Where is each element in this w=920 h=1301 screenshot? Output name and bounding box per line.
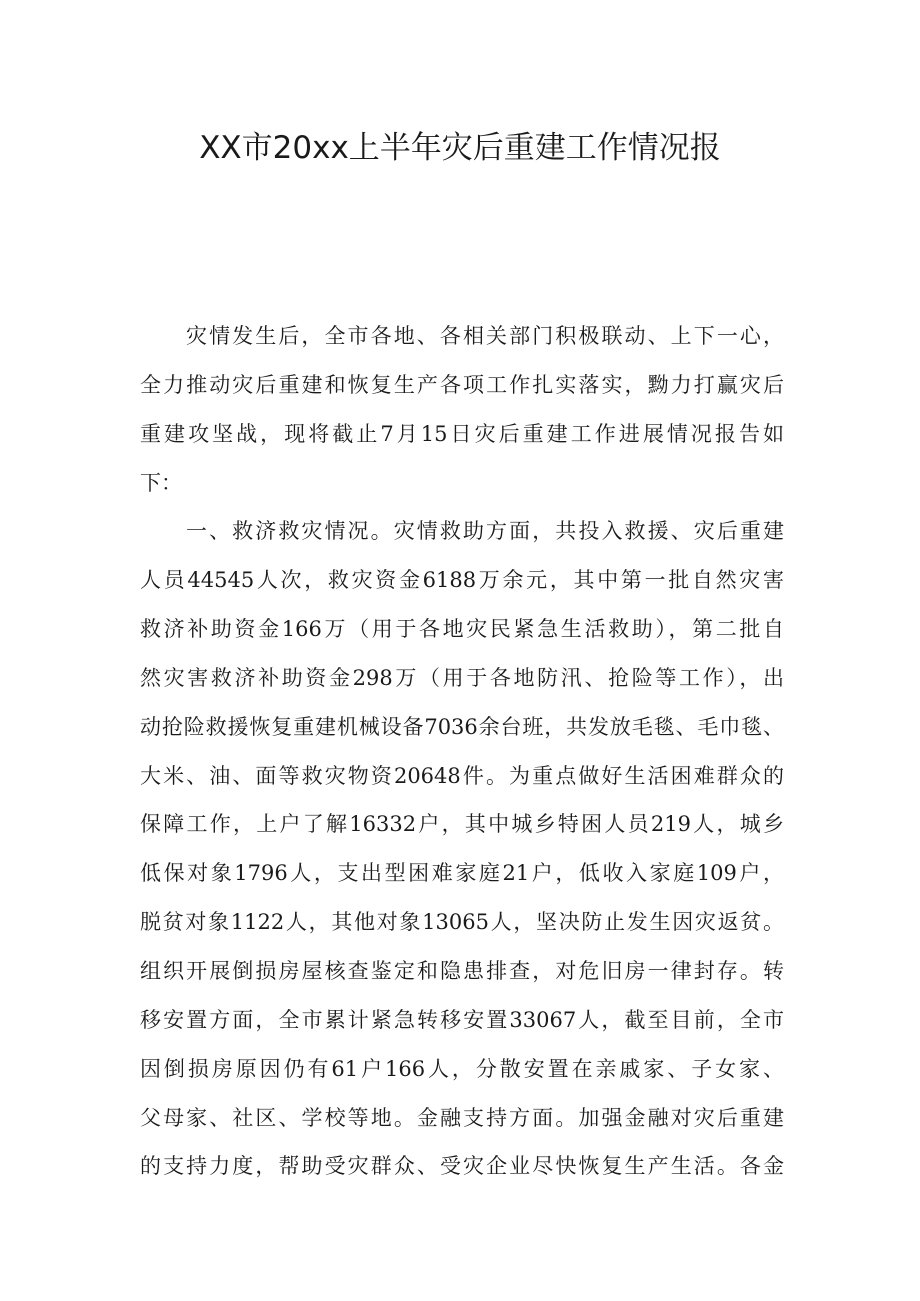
text-line: 父母家、社区、学校等地。金融支持方面。加强金融对灾后重建 — [140, 1105, 784, 1130]
text-line: 脱贫对象1122人，其他对象13065人，坚决防止发生因灾返贫。 — [140, 910, 784, 935]
text-line: 因倒损房原因仍有61户166人，分散安置在亲戚家、子女家、 — [140, 1056, 784, 1081]
document-body — [140, 312, 784, 1191]
text-line: 组织开展倒损房屋核查鉴定和隐患排查，对危旧房一律封存。转 — [140, 958, 784, 983]
text-line: 的支持力度，帮助受灾群众、受灾企业尽快恢复生产生活。各金 — [140, 1154, 784, 1179]
text-line: 然灾害救济补助资金298万（用于各地防汛、抢险等工作），出 — [140, 665, 784, 690]
text-line: 灾情发生后，全市各地、各相关部门积极联动、上下一心， — [186, 324, 784, 348]
text-line: 重建攻坚战，现将截止7月15日灾后重建工作进展情况报告如 — [140, 421, 784, 446]
text-line: 低保对象1796人，支出型困难家庭21户，低收入家庭109户， — [140, 861, 784, 886]
paragraph-relief — [140, 507, 784, 1191]
text-line: 保障工作，上户了解16332户，其中城乡特困人员219人，城乡 — [140, 812, 784, 837]
document-title: XX市20xx上半年灾后重建工作情况报 — [199, 130, 721, 166]
text-line: 一、救济救灾情况。灾情救助方面，共投入救援、灾后重建 — [186, 519, 784, 544]
text-line: 救济补助资金166万（用于各地灾民紧急生活救助），第二批自 — [140, 617, 784, 642]
text-line: 移安置方面，全市累计紧急转移安置33067人，截至目前，全市 — [140, 1007, 784, 1032]
text-line: 下： — [140, 470, 182, 495]
text-line: 大米、油、面等救灾物资20648件。为重点做好生活困难群众的 — [140, 763, 784, 788]
paragraph-intro — [140, 312, 784, 507]
text-line: 全力推动灾后重建和恢复生产各项工作扎实落实，黝力打赢灾后 — [140, 372, 784, 397]
text-line: 人员44545人次，救灾资金6188万余元，其中第一批自然灾害 — [140, 568, 784, 593]
text-line: 动抢险救援恢复重建机械设备7036余台班，共发放毛毯、毛巾毯、 — [140, 714, 784, 739]
